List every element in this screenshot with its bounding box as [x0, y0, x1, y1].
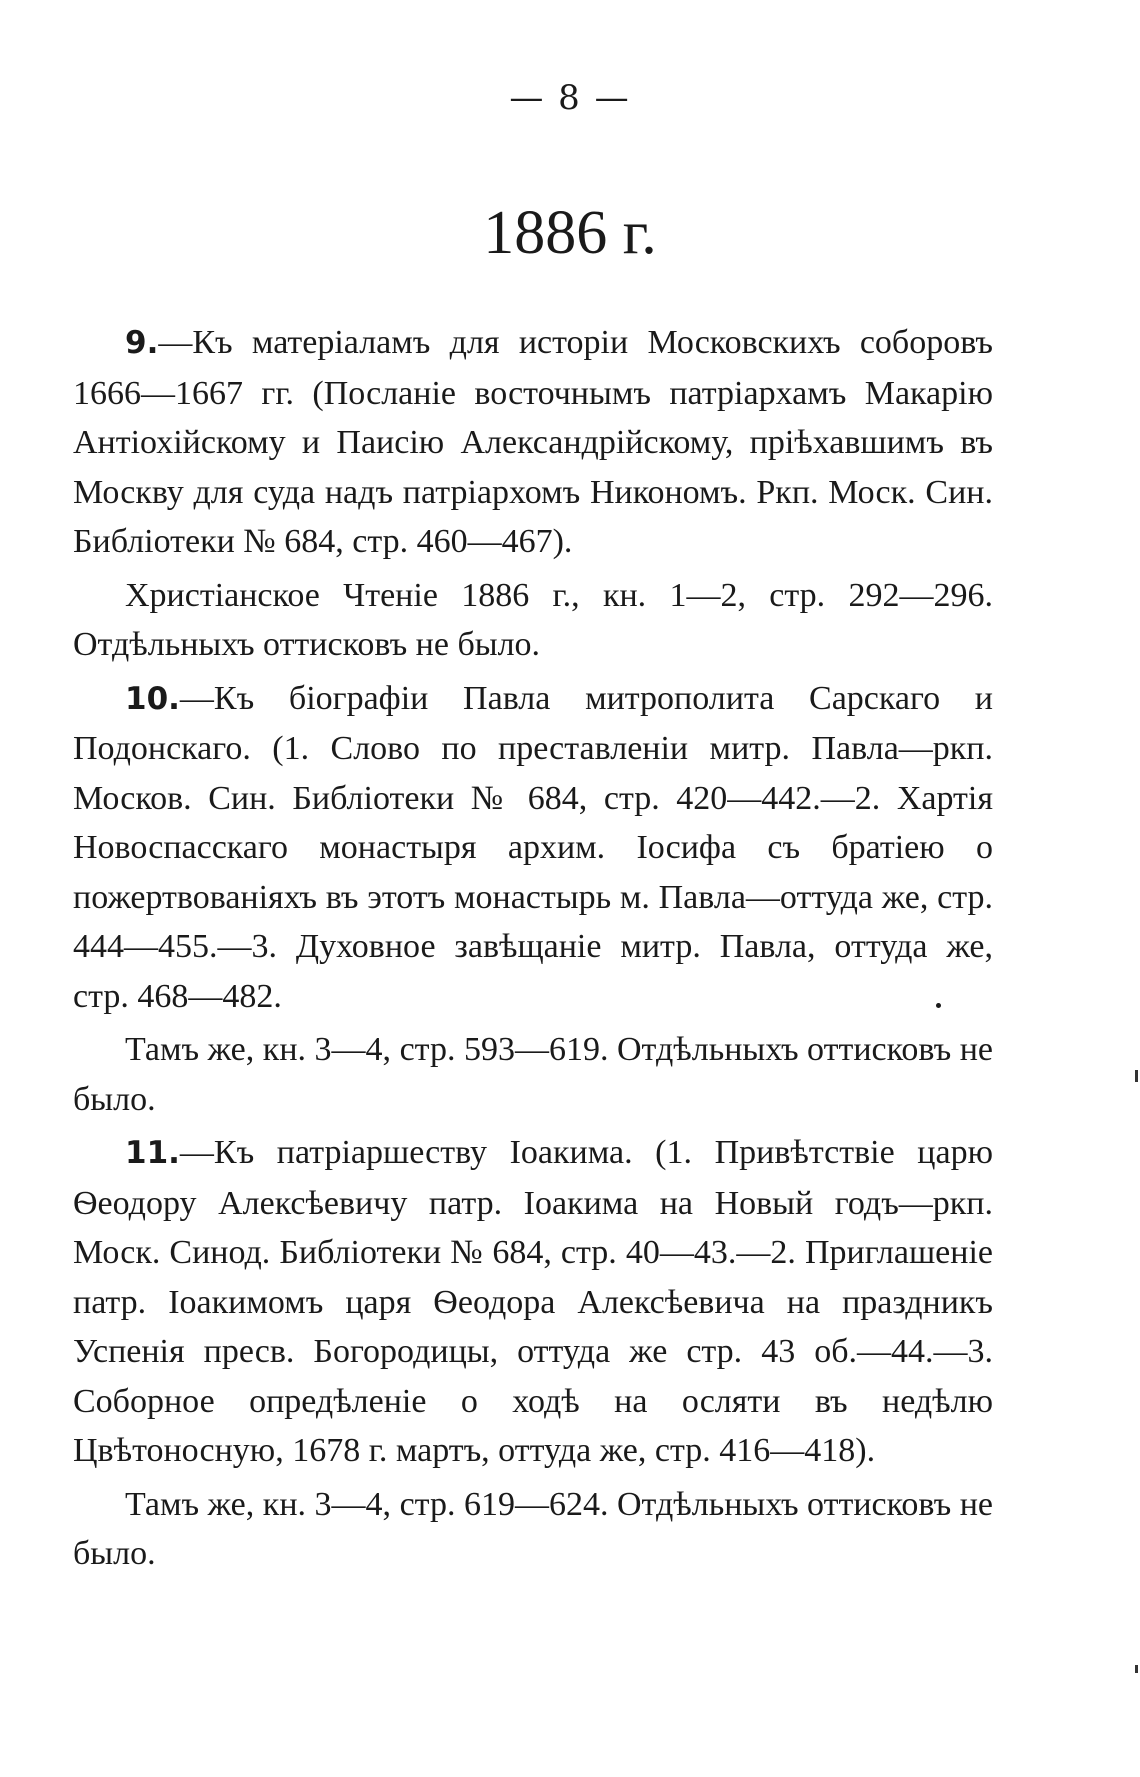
page-number: — 8 — — [509, 78, 631, 118]
entry-9-description — [73, 318, 993, 567]
entry-10-description — [73, 674, 993, 1022]
page-edge-mark — [1135, 1665, 1138, 1673]
entry-9-source: Христіанское Чтеніе 1886 г., кн. 1—2, стр. 292—296. Отдѣльныхъ оттисковъ не было. — [73, 576, 993, 663]
entries-list — [73, 318, 993, 1583]
ink-speck — [936, 1003, 941, 1008]
entry-10-source: Тамъ же, кн. 3—4, стр. 593—619. Отдѣльныхъ оттисковъ не было. — [73, 1031, 993, 1118]
entry-body: —Къ матеріаламъ для исторіи Московскихъ соборовъ 1666—1667 гг. (Посланіе восточнымъ патріархамъ Макарію Антіохійскому и Паисію Александрійскому, пріѣхавшимъ въ Москву для суда надъ патріархомъ Никономъ. Ркп. Моск. Син. Библіотеки № 684, стр. 460—467). — [73, 324, 993, 560]
entry-body: —Къ патріаршеству Іоакима. (1. Привѣтствіе царю Ѳеодору Алексѣевичу патр. Іоакима на Новый годъ—ркп. Моск. Синод. Библіотеки № 684, стр. 40—43.—2. Приглашеніе патр. Іоакимомъ царя Ѳеодора Алексѣевича на праздникъ Успенія пресв. Богородицы, оттуда же стр. 43 об.—44.—3. Соборное опредѣленіе о ходѣ на осляти въ недѣлю Цвѣтоносную, 1678 г. мартъ, оттуда же, стр. 416—418). — [73, 1134, 993, 1469]
entry-11-source: Тамъ же, кн. 3—4, стр. 619—624. Отдѣльныхъ оттисковъ не было. — [73, 1485, 993, 1572]
entry-number: 10. — [125, 680, 180, 717]
entry-11-description — [73, 1128, 993, 1476]
year-heading: 1886 г. — [483, 199, 657, 267]
entry-number: 11. — [125, 1135, 180, 1171]
page-edge-mark — [1135, 1070, 1138, 1082]
entry-number: 9. — [125, 325, 159, 361]
entry-body: —Къ біографіи Павла митрополита Сарскаго и Подонскаго. (1. Слово по преставленіи митр. Павла—ркп. Москов. Син. Библіотеки № 684, стр. 420—442.—2. Хартія Новоспасскаго монастыря архим. Іосифа съ братіею о пожертвованіяхъ въ этотъ монастырь м. Павла—оттуда же, стр. 444—455.—3. Духовное завѣщаніе митр. Павла, оттуда же, стр. 468—482. — [73, 679, 993, 1015]
